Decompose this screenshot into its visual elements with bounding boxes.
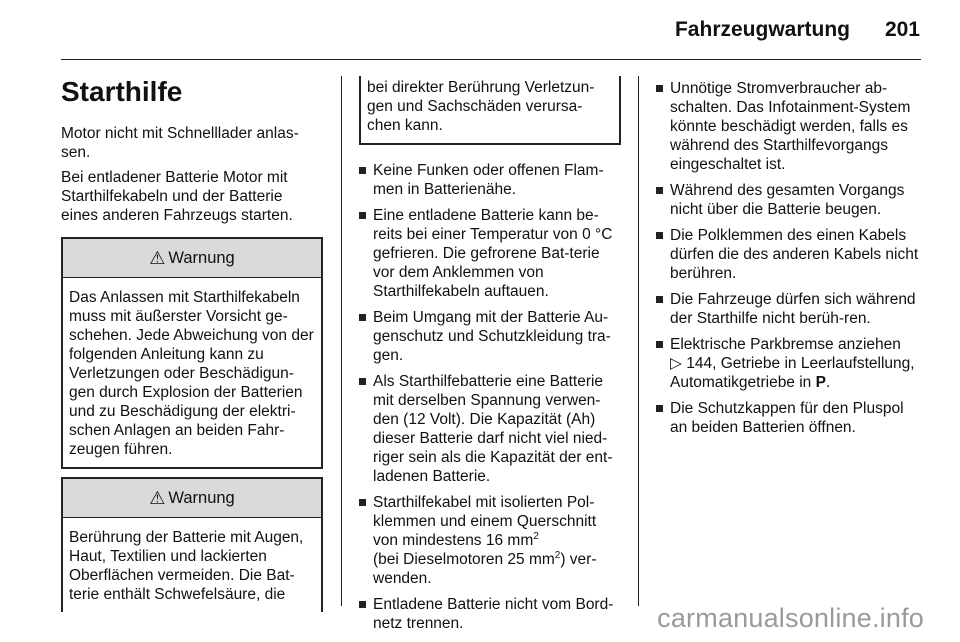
bullet-icon <box>656 405 663 412</box>
warning-triangle-icon: ⚠ <box>149 487 166 508</box>
section-title: Starthilfe <box>61 76 183 107</box>
list-item: Entladene Batterie nicht vom Bord-netz trennen. <box>359 595 621 633</box>
list-item: Elektrische Parkbremse anziehen ▷ 144, Getriebe in Leerlaufstellung, Automatikgetriebe in P. <box>656 335 920 392</box>
list-item: Eine entladene Batterie kann be-reits bei einer Temperatur von 0 °C gefrieren. Die gefrorene Bat-terie vor dem Anklemmen von Starthilfekabeln auftauen. <box>359 206 621 301</box>
list-item: Als Starthilfebatterie eine Batterie mit derselben Spannung verwen-den (12 Volt). Die Kapazität (Ah) dieser Batterie darf nicht viel nied-riger sein als die Kapazität der ent-ladenen Batterie. <box>359 372 621 486</box>
warning-header <box>63 479 321 518</box>
bullet-icon <box>359 212 366 219</box>
bullet-list <box>656 79 920 437</box>
column-divider <box>341 76 342 606</box>
page-header <box>0 0 960 60</box>
page-number: 201 <box>884 18 920 41</box>
list-item: Keine Funken oder offenen Flam-men in Batterienähe. <box>359 161 621 199</box>
header-rule <box>61 59 921 60</box>
paragraph: Motor nicht mit Schnelllader anlas-sen. <box>61 125 299 161</box>
list-item: Die Polklemmen des einen Kabels dürfen die des anderen Kabels nicht berühren. <box>656 226 920 283</box>
bullet-icon <box>656 187 663 194</box>
bullet-icon <box>656 296 663 303</box>
bullet-icon <box>359 167 366 174</box>
column-2 <box>359 76 621 640</box>
warning-header <box>63 239 321 278</box>
arrow-ref-icon: ▷ <box>670 355 682 372</box>
warning-triangle-icon: ⚠ <box>149 247 166 268</box>
bullet-icon <box>359 601 366 608</box>
bullet-icon <box>656 85 663 92</box>
bullet-icon <box>359 378 366 385</box>
warning-title: Warnung <box>168 248 235 267</box>
warning-box <box>61 477 323 612</box>
list-item: Beim Umgang mit der Batterie Au-genschutz und Schutzkleidung tra-gen. <box>359 308 621 365</box>
warning-box <box>61 237 323 469</box>
list-item: Die Schutzkappen für den Pluspol an beiden Batterien öffnen. <box>656 399 920 437</box>
watermark: carmanualsonline.info <box>657 603 924 633</box>
chapter-title: Fahrzeugwartung <box>674 18 850 41</box>
warning-title: Warnung <box>168 488 235 507</box>
list-item: Unnötige Stromverbraucher ab-schalten. Das Infotainment-System könnte beschädigt werden, falls es während des Starthilfevorgangs eingeschaltet ist. <box>656 79 920 174</box>
list-item: Starthilfekabel mit isolierten Pol-klemmen und einem Querschnitt von mindestens 16 $mm^2$ (bei Dieselmotoren 25 $mm^2$) ver-wenden. <box>359 493 621 588</box>
warning-text: Berührung der Batterie mit Augen, Haut, Textilien und lackierten Oberflächen vermeiden. Die Bat-terie enthält Schwefelsäure, die <box>69 529 304 603</box>
warning-text: bei direkter Berührung Verletzun-gen und Sachschäden verursa-chen kann. <box>367 79 595 134</box>
list-item: Während des gesamten Vorgangs nicht über die Batterie beugen. <box>656 181 920 219</box>
bullet-list <box>359 161 621 633</box>
column-1 <box>61 76 323 612</box>
paragraph: Bei entladener Batterie Motor mit Starthilfekabeln und der Batterie eines anderen Fahrzeugs starten. <box>61 169 293 224</box>
bullet-icon <box>359 314 366 321</box>
bullet-icon <box>656 341 663 348</box>
bullet-icon <box>359 499 366 506</box>
warning-box-continued <box>359 76 621 145</box>
column-3 <box>656 76 920 444</box>
column-divider <box>638 76 639 606</box>
bullet-icon <box>656 232 663 239</box>
list-item: Die Fahrzeuge dürfen sich während der Starthilfe nicht berüh-ren. <box>656 290 920 328</box>
warning-text: Das Anlassen mit Starthilfekabeln muss mit äußerster Vorsicht ge-schehen. Jede Abweichung von der folgenden Anleitung kann zu Verletzungen oder Beschädigun-gen durch Explosion der Batterien und zu Beschädigung der elektri-schen Anlagen an beiden Fahr-zeugen führen. <box>69 289 314 458</box>
